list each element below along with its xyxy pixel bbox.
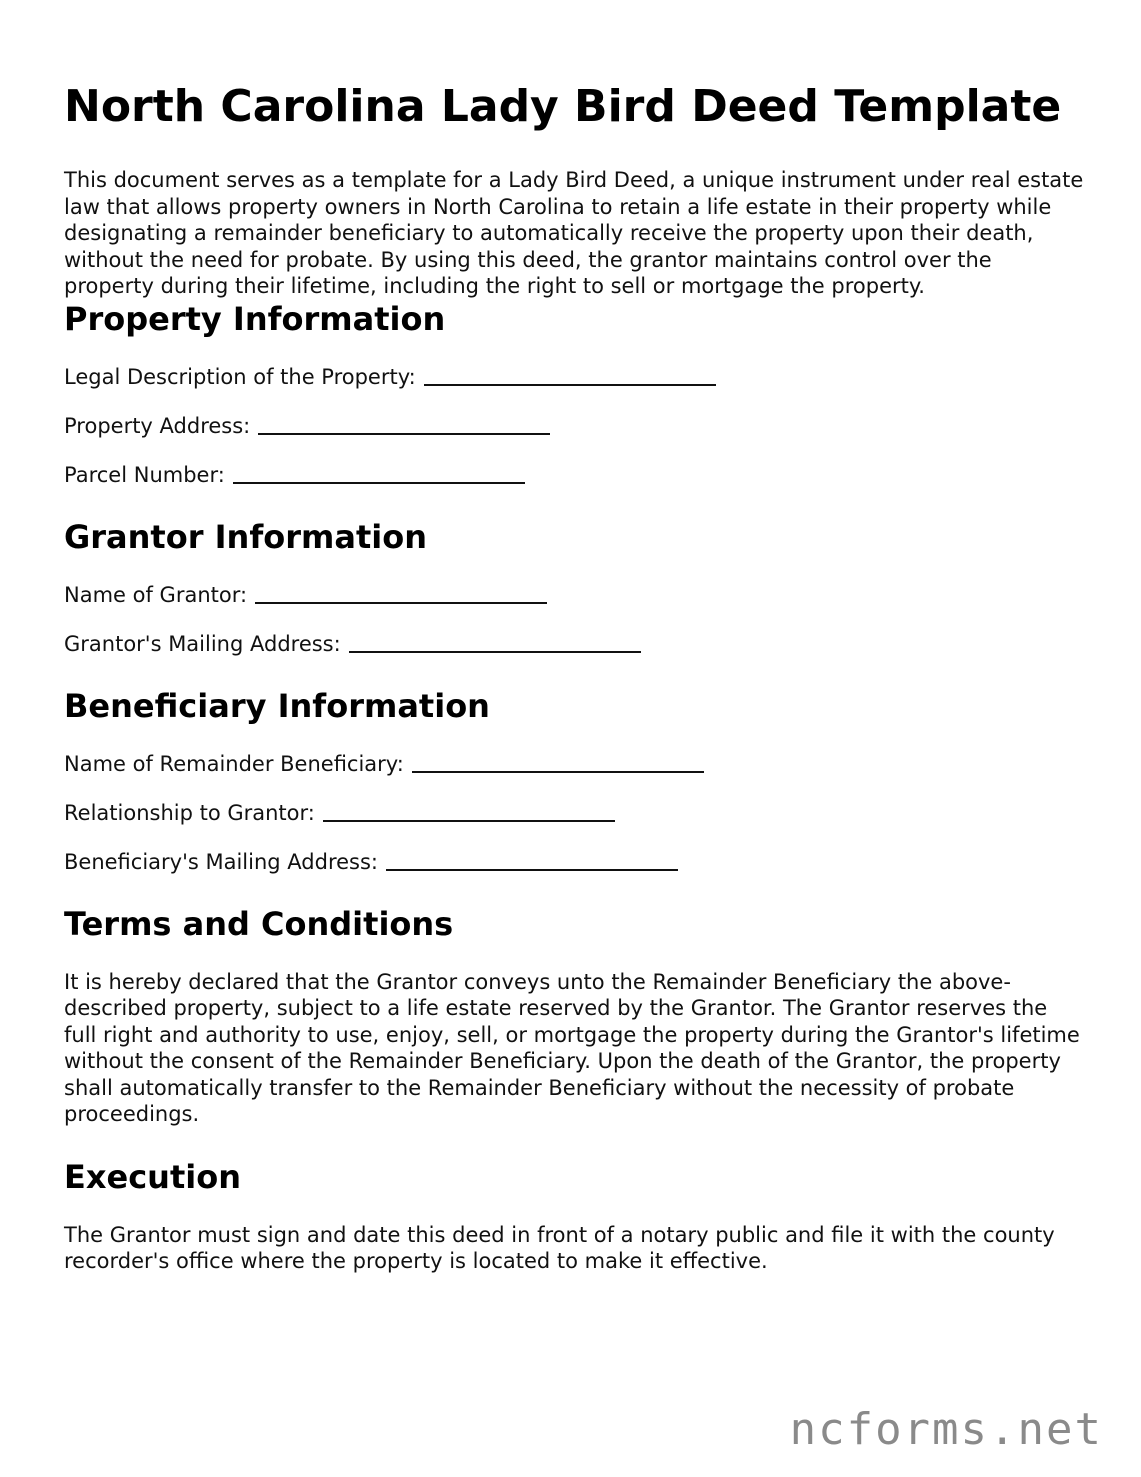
property-address-field	[64, 413, 1084, 439]
execution-heading: Execution	[64, 1157, 241, 1196]
execution-paragraph: The Grantor must sign and date this deed in front of a notary public and file it with the county recorder's office where the property is located to make it effective.	[64, 1222, 1055, 1273]
page-title: North Carolina Lady Bird Deed Template	[64, 81, 1062, 132]
grantor-mailing-field	[64, 631, 1084, 657]
parcel-number-field	[64, 462, 1084, 488]
grantor-mailing-blank[interactable]	[349, 651, 641, 653]
parcel-number-blank[interactable]	[233, 482, 525, 484]
beneficiary-name-field	[64, 751, 1084, 777]
beneficiary-name-blank[interactable]	[412, 771, 704, 773]
terms-heading: Terms and Conditions	[64, 904, 454, 943]
document-page	[64, 80, 1084, 1305]
grantor-mailing-label: Grantor's Mailing Address:	[64, 631, 341, 656]
grantor-section	[64, 518, 1084, 657]
legal-description-field	[64, 364, 1084, 390]
property-section	[64, 300, 1084, 488]
beneficiary-mailing-blank[interactable]	[386, 869, 678, 871]
grantor-name-blank[interactable]	[255, 602, 547, 604]
intro-paragraph: This document serves as a template for a Lady Bird Deed, a unique instrument under real estate law that allows property owners in North Carolina to retain a life estate in their property while designating a remainder beneficiary to automatically receive the property upon their death, without the need for probate. By using this deed, the grantor maintains control over the property during their lifetime, including the right to sell or mortgage the property.	[64, 168, 1084, 298]
relationship-label: Relationship to Grantor:	[64, 800, 315, 825]
execution-section	[64, 1158, 1084, 1275]
grantor-name-label: Name of Grantor:	[64, 582, 248, 607]
legal-description-label: Legal Description of the Property:	[64, 364, 416, 389]
property-heading: Property Information	[64, 299, 446, 338]
property-address-blank[interactable]	[258, 433, 550, 435]
terms-paragraph: It is hereby declared that the Grantor conveys unto the Remainder Beneficiary the above-described property, subject to a life estate reserved by the Grantor. The Grantor reserves the full right and authority to use, enjoy, sell, or mortgage the property during the Grantor's lifetime without the consent of the Remainder Beneficiary. Upon the death of the Grantor, the property shall automatically transfer to the Remainder Beneficiary without the necessity of probate proceedings.	[64, 969, 1080, 1126]
property-address-label: Property Address:	[64, 413, 251, 438]
legal-description-blank[interactable]	[424, 384, 716, 386]
beneficiary-mailing-field	[64, 849, 1084, 875]
relationship-field	[64, 800, 1084, 826]
site-watermark: ncforms.net	[789, 1404, 1103, 1455]
beneficiary-heading: Beneficiary Information	[64, 686, 490, 725]
relationship-blank[interactable]	[323, 820, 615, 822]
beneficiary-section	[64, 687, 1084, 875]
parcel-number-label: Parcel Number:	[64, 462, 225, 487]
terms-section	[64, 905, 1084, 1128]
grantor-name-field	[64, 582, 1084, 608]
grantor-heading: Grantor Information	[64, 517, 427, 556]
beneficiary-mailing-label: Beneficiary's Mailing Address:	[64, 849, 378, 874]
beneficiary-name-label: Name of Remainder Beneficiary:	[64, 751, 404, 776]
